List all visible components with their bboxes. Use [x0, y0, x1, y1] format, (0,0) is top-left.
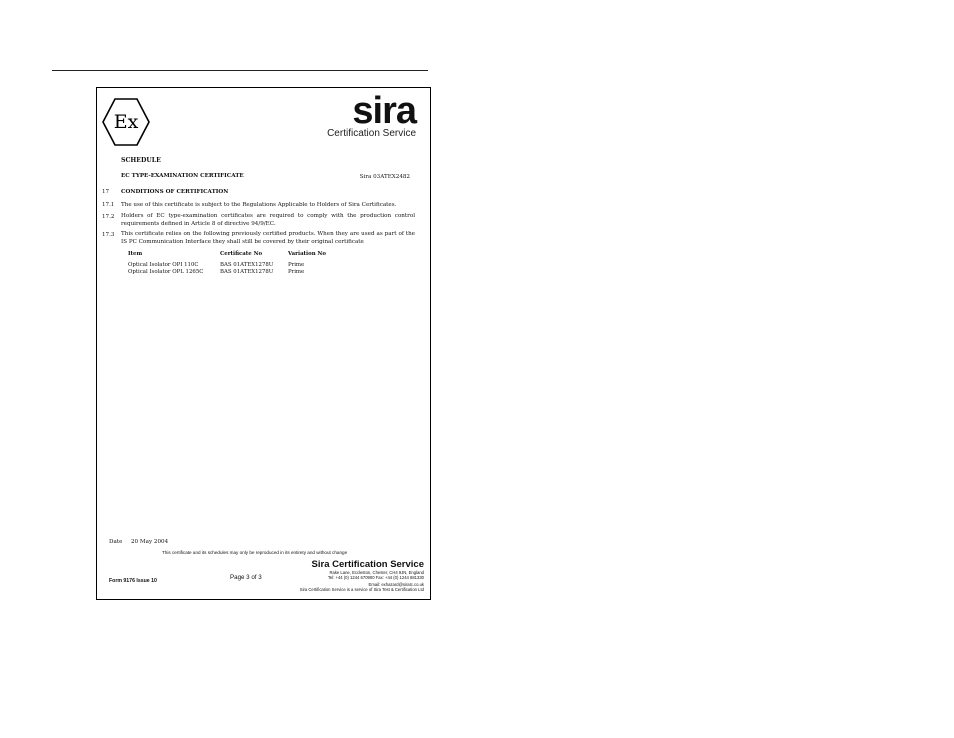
top-divider-line — [52, 70, 428, 71]
section-number: 17 — [102, 189, 110, 195]
clause-number: 17.1 — [102, 202, 115, 208]
table-cell: Prime — [288, 269, 305, 275]
schedule-heading: SCHEDULE — [121, 157, 161, 164]
table-cell: Optical Isolator OPI 110C — [128, 262, 199, 268]
table-cell: BAS 01ATEX1278U — [220, 262, 274, 268]
table-cell: BAS 01ATEX1278U — [220, 269, 274, 275]
clause-text: The use of this certificate is subject to the Regulations Applicable to Holders of Sira Certificates. — [121, 202, 397, 208]
date-value: 20 May 2004 — [131, 539, 169, 545]
date-label: Date — [109, 539, 123, 545]
certificate-type: EC TYPE-EXAMINATION CERTIFICATE — [121, 173, 244, 179]
table-header-certificate: Certificate No — [220, 251, 263, 257]
sira-logo-block — [327, 92, 416, 140]
footer-phone: Tel: +44 (0) 1244 670900 Fax: +44 (0) 1244 681330 — [327, 575, 424, 580]
table-header-item: Item — [128, 251, 143, 257]
certificate-ref: Sira 03ATEX2482 — [359, 174, 410, 180]
clause-text: This certificate relies on the following previously certified products. When they are used as part of the IS PC Communication Interface they shall still be covered by their original certificate — [121, 231, 415, 245]
form-number: Form 9176 Issue 10 — [109, 578, 157, 584]
sira-tagline: Certification Service — [327, 128, 416, 139]
footer-brand: Sira Certification Service — [311, 559, 424, 570]
clause-text: Holders of EC type-examination certificates are required to comply with the production control requirements defined in Article 8 of directive 94/9/EC. — [121, 213, 415, 227]
table-cell: Optical Isolator OPL 1265C — [128, 269, 204, 275]
sira-logo: sira — [352, 90, 416, 132]
page-number: Page 3 of 3 — [230, 574, 262, 581]
footer-service-note: Sira Certification Service is a service of Sira Test & Certification Ltd — [299, 587, 424, 592]
ex-mark-text: Ex — [113, 111, 139, 133]
footer-address: Rake Lane, Eccleston, Chester, CH4 9JN, England — [329, 570, 424, 575]
table-header-variation: Variation No — [288, 251, 327, 257]
certificate-page — [96, 87, 431, 600]
clause-number: 17.3 — [102, 232, 115, 238]
footer-email: Email: exhazard@siratc.co.uk — [368, 582, 424, 587]
section-title: CONDITIONS OF CERTIFICATION — [121, 189, 229, 195]
ex-hexagon-logo — [101, 97, 151, 147]
table-cell: Prime — [288, 262, 305, 268]
clause-number: 17.2 — [102, 214, 115, 220]
reproduction-note: This certificate and its schedules may only be reproduced in its entirety and without change — [162, 550, 348, 555]
